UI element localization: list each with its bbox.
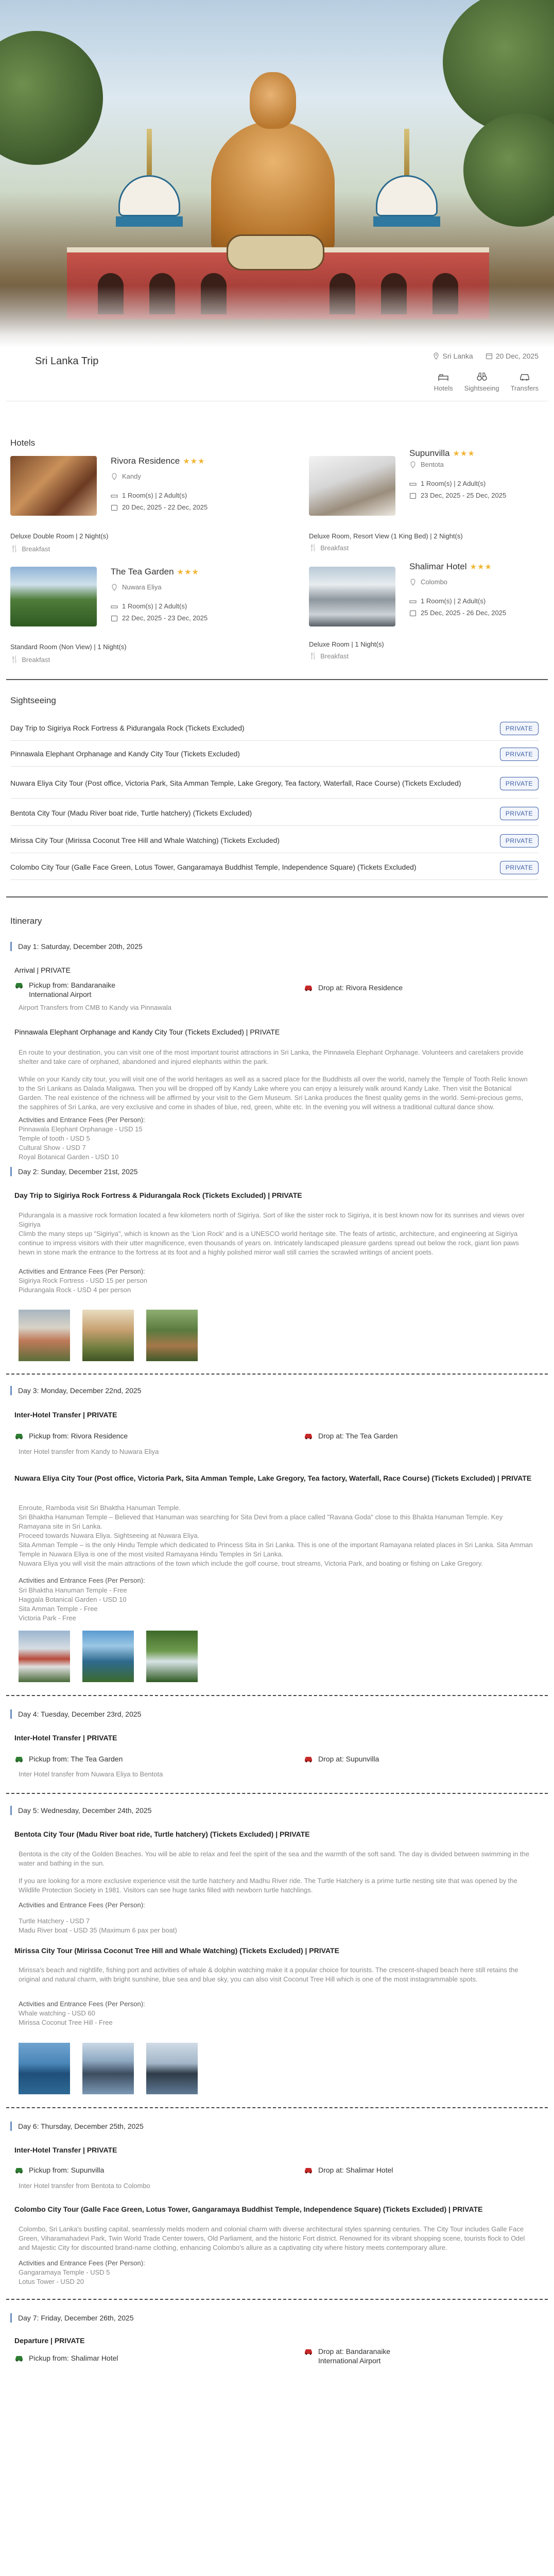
photo-nuwara-2 — [82, 1631, 134, 1682]
hotel-name[interactable]: The Tea Garden — [111, 567, 174, 577]
hotel-meal — [10, 545, 50, 553]
service-hotels-label: Hotels — [434, 384, 453, 392]
fee-item: Victoria Park - Free — [19, 1614, 76, 1622]
hotel-stars: ★★★ — [453, 449, 475, 458]
calendar-icon — [111, 504, 118, 511]
fee-item: Sita Amman Temple - Free — [19, 1605, 98, 1613]
fees-heading: Activities and Entrance Fees (Per Person): — [19, 1901, 145, 1909]
bed-icon — [409, 598, 417, 605]
itinerary-section-title: Itinerary — [10, 916, 42, 926]
hotel-meal-text: Breakfast — [22, 655, 50, 664]
fee-item: Royal Botanical Garden - USD 10 — [19, 1153, 119, 1161]
hotel-room-type: Standard Room (Non View) | 1 Night(s) — [10, 643, 127, 651]
private-badge[interactable]: PRIVATE — [500, 834, 539, 848]
private-badge[interactable]: PRIVATE — [500, 722, 539, 735]
hotel-name[interactable]: Rivora Residence — [111, 456, 180, 466]
hotel-dates-text: 20 Dec, 2025 - 22 Dec, 2025 — [122, 503, 208, 511]
hotel-meal — [309, 652, 349, 660]
transfer-title: Inter-Hotel Transfer | PRIVATE — [14, 1734, 117, 1742]
service-transfers[interactable] — [511, 371, 539, 392]
hotel-meal — [309, 544, 349, 552]
calendar-icon — [409, 609, 417, 617]
photo-mirissa-3 — [146, 2043, 198, 2094]
pickup-point — [14, 2353, 118, 2363]
buddha-statue — [206, 72, 340, 258]
hotel-card-tea-garden[interactable] — [10, 567, 268, 664]
hotel-dates-text: 25 Dec, 2025 - 26 Dec, 2025 — [421, 609, 507, 617]
hotel-photo-tea-garden — [10, 567, 97, 626]
pickup-text: Pickup from: Rivora Residence — [29, 1432, 128, 1440]
transfer-description: Airport Transfers from CMB to Kandy via Pinnawala — [19, 1004, 171, 1011]
fee-item: Sri Bhaktha Hanuman Temple - Free — [19, 1586, 127, 1594]
drop-point — [304, 983, 403, 992]
fee-item: Pidurangala Rock - USD 4 per person — [19, 1286, 131, 1294]
fee-item: Madu River boat - USD 35 (Maximum 6 pax per boat) — [19, 1926, 177, 1934]
hotel-stars: ★★★ — [183, 457, 205, 466]
private-badge[interactable]: PRIVATE — [500, 748, 539, 761]
hotel-card-supunvilla[interactable] — [309, 448, 554, 552]
bed-icon — [409, 480, 417, 487]
transfer-description: Inter Hotel transfer from Nuwara Eliya to Bentota — [19, 1770, 163, 1778]
stupa-right — [376, 129, 438, 227]
pickup-text: Pickup from: Shalimar Hotel — [29, 2354, 118, 2362]
fees-heading: Activities and Entrance Fees (Per Person): — [19, 2259, 145, 2267]
transfer-title: Inter-Hotel Transfer | PRIVATE — [14, 1411, 117, 1419]
sightseeing-item-label: Mirissa City Tour (Mirissa Coconut Tree Hill and Whale Watching) (Tickets Excluded) — [10, 836, 280, 845]
pickup-point — [14, 1754, 123, 1764]
sightseeing-section-title: Sightseeing — [10, 696, 56, 705]
hotel-dates — [409, 492, 554, 499]
transfer-title: Inter-Hotel Transfer | PRIVATE — [14, 2146, 117, 2154]
fee-item: Cultural Show - USD 7 — [19, 1144, 86, 1151]
hotel-rooms-text: 1 Room(s) | 2 Adult(s) — [122, 602, 187, 610]
trip-meta — [432, 352, 539, 360]
car-icon — [304, 1432, 313, 1440]
fees-heading: Activities and Entrance Fees (Per Person): — [19, 1577, 145, 1584]
drop-text: Drop at: Rivora Residence — [318, 984, 403, 992]
hotel-dates-text: 22 Dec, 2025 - 23 Dec, 2025 — [122, 614, 208, 622]
sightseeing-item-label: Colombo City Tour (Galle Face Green, Lotus Tower, Gangaramaya Buddhist Temple, Independence Square) (Tickets Excluded) — [10, 863, 417, 872]
fee-item: Whale watching - USD 60 — [19, 2009, 95, 2017]
fees-list — [19, 1125, 143, 1162]
activity-description: If you are looking for a more exclusive experience visit the turtle hatchery and Madhu River ride. The Turtle Hatchery is a prime turtle nesting site that was opened by the Wildlife Protection Society in 1981. Visitors can see huge tanks filled with newborn turtle hatchlings. — [19, 1877, 517, 1894]
photo-mirissa-1 — [19, 2043, 70, 2094]
activity-title: Nuwara Eliya City Tour (Post office, Victoria Park, Sita Amman Temple, Lake Gregory, Tea factory, Waterfall, Race Course) (Tickets Excluded) | PRIVATE — [14, 1474, 532, 1482]
hotel-city-text: Colombo — [421, 578, 448, 586]
trip-date-text: 20 Dec, 2025 — [495, 352, 539, 360]
drop-text: Drop at: Shalimar Hotel — [318, 2166, 393, 2174]
activity-title: Mirissa City Tour (Mirissa Coconut Tree Hill and Whale Watching) (Tickets Excluded) | PRIVATE — [14, 1946, 339, 1955]
dragon-arch — [227, 234, 324, 270]
sightseeing-item — [10, 801, 539, 826]
sightseeing-item — [10, 769, 539, 799]
day-header: Day 2: Sunday, December 21st, 2025 — [10, 1167, 137, 1176]
photo-sigiriya-2 — [82, 1310, 134, 1361]
hotel-name[interactable]: Supunvilla — [409, 448, 450, 458]
fees-list — [19, 2009, 113, 2027]
location-pin-icon — [111, 473, 118, 480]
activity-title: Pinnawala Elephant Orphanage and Kandy City Tour (Tickets Excluded) | PRIVATE — [14, 1028, 280, 1036]
car-icon — [14, 1755, 24, 1763]
hotel-city — [409, 461, 554, 468]
day-divider — [6, 1793, 548, 1794]
hotel-city — [111, 583, 265, 591]
drop-point — [304, 2165, 393, 2175]
pickup-point — [14, 980, 148, 999]
pickup-point — [14, 2165, 104, 2175]
fee-item: Turtle Hatchery - USD 7 — [19, 1917, 90, 1925]
fork-knife-icon: 🍴 — [10, 655, 19, 663]
fees-list — [19, 2268, 110, 2286]
drop-point — [304, 2347, 417, 2365]
car-icon — [304, 2166, 313, 2174]
day-header: Day 1: Saturday, December 20th, 2025 — [10, 942, 143, 951]
photo-nuwara-3 — [146, 1631, 198, 1682]
hotel-meal-text: Breakfast — [320, 652, 349, 660]
trip-date — [486, 352, 539, 360]
trip-location-text: Sri Lanka — [442, 352, 473, 360]
sightseeing-item — [10, 716, 539, 741]
drop-text: Drop at: The Tea Garden — [318, 1432, 398, 1440]
fee-item: Pinnawala Elephant Orphanage - USD 15 — [19, 1125, 143, 1133]
hotel-photo-supunvilla — [309, 456, 395, 516]
photo-nuwara-1 — [19, 1631, 70, 1682]
hotel-rooms — [111, 492, 265, 499]
drop-point — [304, 1431, 397, 1440]
activity-description: En route to your destination, you can visit one of the most important tourist attractions in Sri Lanka, the Pinnawela Elephant Orphanage. Volunteers and caretakers provide shelter and take care of orphaned, abandoned and injured elephants within the park. — [19, 1048, 524, 1065]
fee-item: Sigiriya Rock Fortress - USD 15 per person — [19, 1277, 147, 1284]
hotel-city-text: Bentota — [421, 461, 444, 468]
fee-item: Mirissa Coconut Tree Hill - Free — [19, 2019, 113, 2026]
divider — [6, 679, 548, 680]
car-icon — [304, 984, 313, 992]
fees-list — [19, 1586, 127, 1623]
trip-location — [432, 352, 473, 360]
fees-list — [19, 1276, 147, 1295]
fees-heading: Activities and Entrance Fees (Per Person): — [19, 1116, 145, 1124]
bed-icon — [111, 492, 118, 499]
location-pin-icon — [409, 461, 417, 468]
drop-text: Drop at: Bandaranaike International Airport — [318, 2347, 391, 2365]
sightseeing-item-label: Bentota City Tour (Madu River boat ride, Turtle hatchery) (Tickets Excluded) — [10, 809, 252, 818]
hotel-dates — [409, 609, 554, 617]
hotel-photo-rivora — [10, 456, 97, 516]
photo-sigiriya-3 — [146, 1310, 198, 1361]
stupa-left — [118, 129, 180, 227]
activity-description: Enroute, Ramboda visit Sri Bhaktha Hanuman Temple. Sri Bhaktha Hanuman Temple – Believed that Hanuman was searching for Sita Devi from a place called "Ravana Goda" close to this Bhakta Hanuman Temple. Key Ramayana site in Sri Lanka. Proceed towards Nuwara Eliya. Sightseeing at Nuwara Eliya. Sita Amman Temple – is the only Hindu Temple which dedicated to Princess Sita in Sri Lanka. This is one of the important Ramayana related places in Sri Lanka. Sita Amman Temple in Nuwara Eliya is one of the most visited Ramayana Hindu Temples in Sri Lanka. Nuwara Eliya you will visit the main attractions of the town which include the golf course, trout streams, Victoria Park, and boating or fishing on Lake Gregory. — [19, 1504, 533, 1567]
location-pin-icon — [409, 579, 417, 586]
pickup-text: Pickup from: Bandaranaike International Airport — [29, 981, 116, 998]
tree-right-lower — [463, 113, 554, 227]
car-icon — [304, 2347, 313, 2355]
activity-title: Colombo City Tour (Galle Face Green, Lotus Tower, Gangaramaya Buddhist Temple, Independence Square) (Tickets Excluded) | PRIVATE — [14, 2205, 483, 2213]
day-header: Day 4: Tuesday, December 23rd, 2025 — [10, 1709, 141, 1719]
tree-left — [0, 31, 103, 165]
private-badge[interactable]: PRIVATE — [500, 861, 539, 874]
hotel-room-type: Deluxe Room | 1 Night(s) — [309, 640, 384, 648]
day-header: Day 7: Friday, December 26th, 2025 — [10, 2313, 134, 2323]
fork-knife-icon: 🍴 — [309, 652, 318, 659]
hotel-meal-text: Breakfast — [320, 544, 349, 552]
fork-knife-icon: 🍴 — [309, 544, 318, 551]
sightseeing-item-label: Day Trip to Sigiriya Rock Fortress & Pidurangala Rock (Tickets Excluded) — [10, 724, 245, 733]
transfer-title: Arrival | PRIVATE — [14, 966, 71, 974]
hotel-city-text: Kandy — [122, 472, 141, 480]
trip-title: Sri Lanka Trip — [35, 355, 99, 367]
pickup-text: Pickup from: Supunvilla — [29, 2166, 105, 2174]
sightseeing-item — [10, 828, 539, 853]
hotel-city — [111, 472, 265, 480]
hotel-card-rivora[interactable] — [10, 456, 268, 553]
pickup-point — [14, 1431, 128, 1440]
hotels-section-title: Hotels — [10, 438, 36, 448]
activity-description: Pidurangala is a massive rock formation located a few kilometers north of Sigiriya. Sort of like the sister rock to Sigiriya, it is best known now for its sunrises and views over Sigiriya — [19, 1211, 525, 1228]
car-icon — [304, 1755, 313, 1763]
service-sightseeing-label: Sightseeing — [464, 384, 499, 392]
fees-heading: Activities and Entrance Fees (Per Person): — [19, 1267, 145, 1275]
car-icon — [14, 2166, 24, 2174]
bed-icon — [438, 371, 449, 382]
service-transfers-label: Transfers — [510, 384, 539, 392]
fork-knife-icon: 🍴 — [10, 545, 19, 552]
day-divider — [6, 2107, 548, 2108]
transfer-title: Departure | PRIVATE — [14, 2336, 85, 2345]
private-badge[interactable]: PRIVATE — [500, 807, 539, 820]
day-header: Day 6: Thursday, December 25th, 2025 — [10, 2122, 144, 2131]
hotel-photo-shalimar — [309, 567, 395, 626]
divider — [6, 896, 548, 897]
hotel-rooms — [409, 480, 554, 487]
hotel-dates — [111, 503, 265, 511]
activity-description: While on your Kandy city tour, you will visit one of the world heritages as well as a sacred place for the Buddhists all over the world, namely the Temple of Tooth Relic known to the Sri Lankans as Dalada Maligawa. Then you will be dropped off by Kandy Lake where you can enjoy a leisurely walk around Kandy Lake. Then visit the Botanical Garden. The real existence of the richness will be affirmed by your visit to the Gem Museum. Sri Lanka produces the finest quality gems in the world. Semi-precious gems, the sapphires of Sri Lanka, are very exclusive and come in shades of blue, red, green, white etc. In the evening you will witness a traditional cultural dance show. — [19, 1075, 528, 1111]
calendar-icon — [409, 492, 417, 499]
transfer-description: Inter Hotel transfer from Bentota to Colombo — [19, 2182, 150, 2190]
hotel-name[interactable]: Shalimar Hotel — [409, 562, 467, 571]
calendar-icon — [111, 615, 118, 622]
sightseeing-item-label: Pinnawala Elephant Orphanage and Kandy City Tour (Tickets Excluded) — [10, 750, 240, 758]
hotel-room-type: Deluxe Room, Resort View (1 King Bed) | 2 Night(s) — [309, 532, 463, 540]
sightseeing-item — [10, 742, 539, 767]
hotel-rooms — [111, 602, 265, 610]
private-badge[interactable]: PRIVATE — [500, 777, 539, 790]
hotel-name-row — [409, 562, 554, 572]
activity-description: Climb the many steps up "Sigiriya", which is known as the 'Lion Rock' and is a UNESCO world heritage site. The feats of artistic, architecture, and engineering at Sigiriya continue to impress visitors with their utter magnificence, even thousands of years on. Intricately landscaped pleasure gardens spread out below the rock, giant lion paws hewn in stone mark the entrance to the fortress at its foot and a highly polished mirror wall still carries the scrawled writings of ancient poets. — [19, 1230, 519, 1256]
activity-description: Bentota is the city of the Golden Beaches. You will be able to relax and feel the spirit of the sea and the warmth of the soft sand. The day is divided between swimming in the water and bathing in the sun. — [19, 1850, 529, 1867]
activity-title: Day Trip to Sigiriya Rock Fortress & Pidurangala Rock (Tickets Excluded) | PRIVATE — [14, 1191, 302, 1199]
fee-item: Lotus Tower - USD 20 — [19, 2278, 84, 2285]
day-divider — [6, 1374, 548, 1375]
fees-list — [19, 1917, 177, 1935]
car-icon — [14, 981, 24, 989]
day-header: Day 5: Wednesday, December 24th, 2025 — [10, 1806, 151, 1815]
sightseeing-item — [10, 855, 539, 880]
fee-item: Haggala Botanical Garden - USD 10 — [19, 1596, 127, 1603]
hotel-rooms — [409, 597, 554, 605]
tree-right — [443, 0, 554, 134]
location-pin-icon — [111, 584, 118, 591]
hotel-dates-text: 23 Dec, 2025 - 25 Dec, 2025 — [421, 492, 507, 499]
service-hotels[interactable] — [434, 371, 453, 392]
hotel-room-type: Deluxe Double Room | 2 Night(s) — [10, 532, 109, 540]
transfer-description: Inter Hotel transfer from Kandy to Nuwara Eliya — [19, 1448, 159, 1455]
bed-icon — [111, 603, 118, 610]
service-list — [434, 371, 539, 392]
car-icon — [519, 371, 530, 382]
day-divider — [6, 2299, 548, 2300]
location-pin-icon — [432, 352, 440, 360]
hero-image — [0, 0, 554, 348]
hotel-stars: ★★★ — [177, 568, 199, 577]
binoculars-icon — [476, 371, 488, 382]
photo-mirissa-2 — [82, 2043, 134, 2094]
hotel-card-shalimar[interactable] — [309, 562, 554, 660]
hotel-name-row — [409, 448, 554, 459]
day-divider — [6, 1695, 548, 1696]
hotel-rooms-text: 1 Room(s) | 2 Adult(s) — [421, 597, 486, 605]
fees-heading: Activities and Entrance Fees (Per Person): — [19, 2000, 145, 2008]
hotel-meal-text: Breakfast — [22, 545, 50, 553]
hotel-city — [409, 578, 554, 586]
car-icon — [14, 1432, 24, 1440]
hotel-name-row — [111, 456, 265, 466]
hotel-dates — [111, 614, 265, 622]
activity-title: Bentota City Tour (Madu River boat ride, Turtle hatchery) (Tickets Excluded) | PRIVATE — [14, 1830, 310, 1838]
calendar-icon — [486, 352, 493, 360]
fee-item: Temple of tooth - USD 5 — [19, 1134, 90, 1142]
activity-description: Mirissa's beach and nightlife, fishing port and activities of whale & dolphin watching make it a popular choice for tourists. The crescent-shaped beach here still retains the original and natural charm, with bright sunshine, blue sea and blue sky, you can also visit Coconut Tree Hill which is one of the most instagrammable spots. — [19, 1966, 518, 1983]
sightseeing-item-label: Nuwara Eliya City Tour (Post office, Victoria Park, Sita Amman Temple, Lake Gregory, Tea factory, Waterfall, Race Course) (Tickets Excluded) — [10, 779, 461, 788]
hotel-meal — [10, 655, 50, 664]
hotel-city-text: Nuwara Eliya — [122, 583, 162, 591]
service-sightseeing[interactable] — [464, 371, 499, 392]
photo-sigiriya-1 — [19, 1310, 70, 1361]
fee-item: Gangaramaya Temple - USD 5 — [19, 2268, 110, 2276]
activity-description: Colombo, Sri Lanka's bustling capital, seamlessly melds modern and colonial charm with diverse architectural styles spanning centuries. The City Tour includes Galle Face Green, Viharamahadevi Park, Twin World Trade Center towers, Old Parliament, and the historic Fort district. Renowned for its vibrant shopping scene, tourists flock to Odel and Majestic City for discounted brand-name clothing, enhancing Colombo's allure as a captivating city where history meets contemporary allure. — [19, 2225, 525, 2251]
hotel-name-row — [111, 567, 265, 577]
hotel-rooms-text: 1 Room(s) | 2 Adult(s) — [122, 492, 187, 499]
pickup-text: Pickup from: The Tea Garden — [29, 1755, 123, 1763]
day-header: Day 3: Monday, December 22nd, 2025 — [10, 1386, 141, 1395]
car-icon — [14, 2354, 24, 2362]
drop-point — [304, 1754, 379, 1764]
hotel-stars: ★★★ — [470, 563, 492, 571]
hotel-rooms-text: 1 Room(s) | 2 Adult(s) — [421, 480, 486, 487]
drop-text: Drop at: Supunvilla — [318, 1755, 379, 1763]
